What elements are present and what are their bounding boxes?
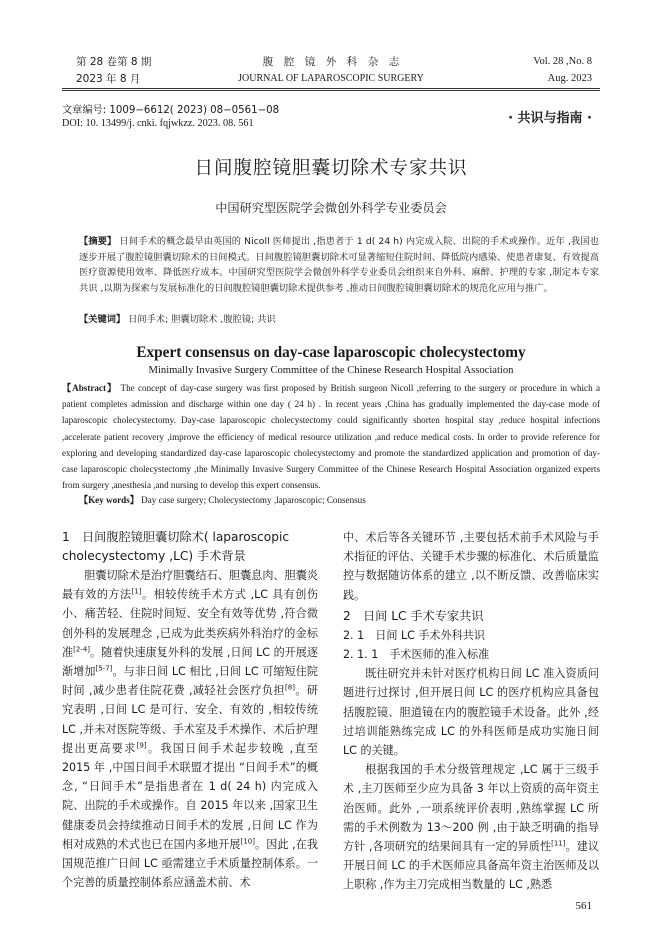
text-run: 。建议开展日间 LC 的手术医师应具备高年资主治医师及以上职称 ,作为主刀完成相当数量的 LC ,熟悉 <box>343 840 599 892</box>
page-number: 561 <box>575 900 592 912</box>
citation: [9] <box>136 741 147 750</box>
section-2-1-1-paragraph-1: 既往研究并未针对医疗机构日间 LC 准入资质问题进行过探讨 ,但开展日间 LC 的医疗机构应具备包括腹腔镜、胆道镜在内的腹腔镜手术设备。此外 ,经过培训能熟练完成 LC 的外科医师是成功实施日间 LC 的关键。 <box>343 667 599 758</box>
citation: [1] <box>131 587 142 596</box>
header-rule-top <box>62 88 600 89</box>
text-run: 。研究表明 ,日间 LC 是可行、安全、有效的 ,相较传统 LC ,并未对医院等级、手术室及手术操作、术后护理提出更高要求 <box>62 684 318 755</box>
journal-vol-en: Vol. 28 ,No. 8 <box>533 56 592 67</box>
title-cn: 日间腹腔镜胆囊切除术专家共识 <box>194 158 468 179</box>
doi: DOI: 10. 13499/j. cnki. fqjwkzz. 2023. 08. 561 <box>62 118 254 129</box>
journal-date-en: Aug. 2023 <box>547 73 592 84</box>
section-1-paragraph <box>62 566 318 892</box>
abstract-en-text: The concept of day-case surgery was first proposed by British surgeon Nicoll ,referring to the surgery or procedure in which a patient completes admission and discharge within one day ( 24 h) . In recent years ,China has gradually implemented the day-case mode of laparoscopic cholecystectomy. Day-case laparoscopic cholecystectomy could significantly shorten hospital stay ,reduce hospital infections ,accelerate patient recovery ,improve the efficiency of medical resource utilization ,and reduce medical costs. In order to provide reference for exploring and developing standardized day-case laparoscopic cholecystectomy and promote the standardized application and promotion of day-case laparoscopic cholecystectomy ,the Minimally Invasive Surgery Committee of the Chinese Research Hospital Association organized experts from surgery ,anesthesia ,and nursing to develop this expert consensus. <box>62 383 601 491</box>
keywords-cn-label: 【关键词】 <box>79 314 126 325</box>
section-1-heading: 1 日间腹腔镜胆囊切除术( laparoscopic cholecystectomy ,LC) 手术背景 <box>62 530 290 563</box>
citation: [5-7] <box>95 664 113 673</box>
keywords-en <box>79 493 599 507</box>
journal-date: 2023 年 8 月 <box>76 73 141 85</box>
journal-name-cn: 腹 腔 镜 外 科 杂 志 <box>262 56 400 68</box>
left-column <box>62 528 318 892</box>
continued-paragraph: 中、术后等各关键环节 ,主要包括术前手术风险与手术指征的评估、关键手术步骤的标准化、术后质量监控与数据随访体系的建立 ,以不断反馈、改善临床实践。 <box>343 531 599 602</box>
abstract-cn-text: 日间手术的概念最早由英国的 Nicoll 医师提出 ,指患者于 1 d( 24 h) 内完成入院、出院的手术或操作。近年 ,我国也逐步开展了腹腔镜胆囊切除术的日间模式。日间腹腔镜胆囊切除术可显著缩短住院时间、降低院内感染、使患者康复、有效提高医疗资源使用效率、降低医疗成本。中国研究型医院学会微创外科学专业委员会组织来自外科、麻醉、护理的专家 ,制定本专家共识 ,以期为探索与发展标准化的日间腹腔镜胆囊切除术提供参考 ,推动日间腹腔镜胆囊切除术的规范化应用与推广。 <box>79 236 600 294</box>
keywords-cn-text: 日间手术; 胆囊切除术 ,腹腔镜; 共识 <box>128 314 276 325</box>
citation: [8] <box>285 683 295 692</box>
text-run: 。与非日间 LC 相比 ,日间 LC 可缩短住院时间 ,减少患者住院花费 ,减轻社会医疗负担 <box>62 665 318 698</box>
title-en: Expert consensus on day-case laparoscopic cholecystectomy <box>136 344 526 361</box>
abstract-cn-label: 【摘要】 <box>79 236 117 247</box>
citation: [2-4] <box>73 645 91 654</box>
right-column <box>343 528 599 895</box>
section-2-heading: 2 日间 LC 手术专家共识 <box>343 608 484 623</box>
keywords-en-label: 【Key words】 <box>79 495 139 505</box>
section-2-1-1-paragraph-2 <box>343 760 599 894</box>
text-run: 胆囊切除术是治疗胆囊结石、胆囊息肉、胆囊炎最有效的方法 <box>62 569 318 602</box>
section-2-1-1-heading: 2. 1. 1 手术医师的准入标准 <box>343 648 490 662</box>
section-2-1-heading: 2. 1 日间 LC 手术外科共识 <box>343 628 485 642</box>
citation: [11] <box>551 839 566 848</box>
article-number: 文章编号: 1009−6612( 2023) 08−0561−08 <box>62 105 280 116</box>
article-category: · 共识与指南 · <box>508 111 592 126</box>
keywords-cn <box>79 312 599 328</box>
abstract-cn <box>79 234 599 296</box>
text-run: 根据我国的手术分级管理规定 ,LC 属于三级手术 ,主刀医师至少应为具备 3 年以上资质的高年资主治医师。此外 ,一项系统评价表明 ,熟练掌握 LC 所需的手术例数为 13～200 例 ,由于缺乏明确的指导方针 ,各项研究的结果间具有一定的异质性 <box>343 763 599 854</box>
author-en: Minimally Invasive Surgery Committee of the Chinese Research Hospital Association <box>148 365 514 376</box>
text-run: 。因此 ,在我国规范推广日间 LC 亟需建立手术质量控制体系。一个完善的质量控制体系应涵盖术前、术 <box>62 837 318 890</box>
keywords-en-text: Day case surgery; Cholecystectomy ,laparoscopic; Consensus <box>141 495 366 505</box>
text-run: 。我国日间手术起步较晚 ,直至 2015 年 ,中国日间手术联盟才提出 “日间手术”的概念, “日间手术”是指患者在 1 d( 24 h) 内完成入院、出院的手术或操作。自 2015 年以来 ,国家卫生健康委员会持续推动日间手术的发展 ,日间 LC 作为相对成熟的术式也已在国内多地开展 <box>62 741 318 851</box>
text-run: 。随着快速康复外科的发展 ,日间 LC 的开展逐渐增加 <box>62 645 318 679</box>
citation: [10] <box>240 837 255 846</box>
journal-volume: 第 28 卷第 8 期 <box>76 56 152 68</box>
journal-name-en: JOURNAL OF LAPAROSCOPIC SURGERY <box>238 73 424 84</box>
text-run: 。相较传统手术方式 ,LC 具有创伤小、痛苦轻、住院时间短、安全有效等优势 ,符合微创外科的发展理念 ,已成为此类疾病外科治疗的金标准 <box>62 588 318 659</box>
author-cn: 中国研究型医院学会微创外科学专业委员会 <box>215 201 447 215</box>
abstract-en-label: 【Abstract】 <box>62 383 118 393</box>
header-rule-bottom <box>62 90 600 91</box>
abstract-en <box>62 380 600 493</box>
